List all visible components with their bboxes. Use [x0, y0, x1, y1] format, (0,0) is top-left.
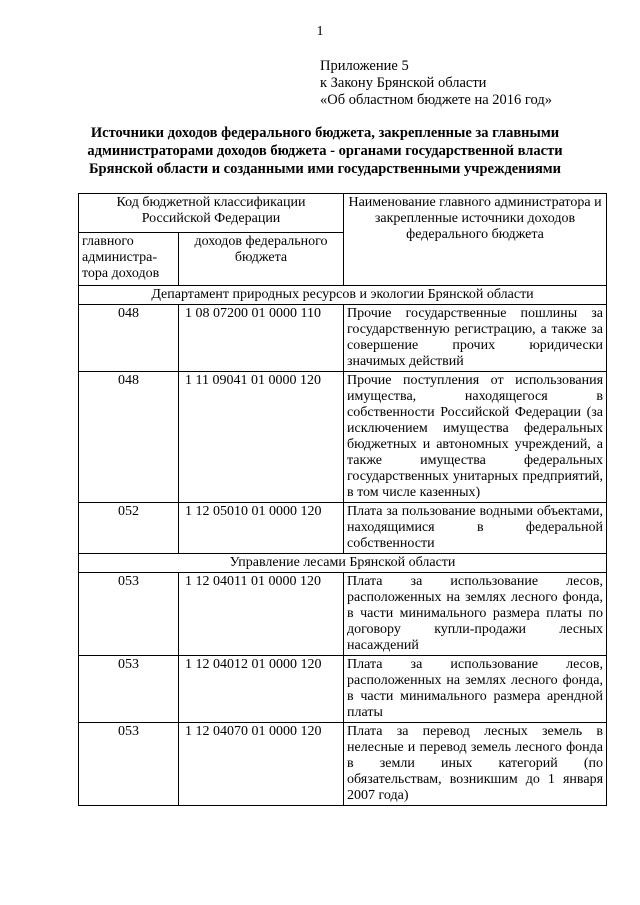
title-line-1: Источники доходов федерального бюджета, закрепленные за главными [90, 125, 560, 141]
admin-code-cell: 048 [79, 372, 179, 503]
description-cell: Плата за перевод лесных земель в нелесные и перевод земель лесного фонда в земли иных категорий (по обязательствам, возникшим до 1 января 2007 года) [344, 723, 607, 806]
appendix-block [320, 58, 552, 109]
section-row [79, 286, 607, 305]
title-line-2: администраторами доходов бюджета - органами государственной власти [87, 143, 563, 159]
income-code-cell: 1 08 07200 01 0000 110 [179, 305, 344, 372]
table-row [79, 503, 607, 554]
description-cell: Плата за пользование водными объектами, находящимися в федеральной собственности [344, 503, 607, 554]
appendix-line-1: Приложение 5 [320, 58, 409, 74]
table-row [79, 305, 607, 372]
table-row [79, 573, 607, 656]
page-number: 1 [316, 24, 324, 39]
income-code-cell: 1 12 04070 01 0000 120 [179, 723, 344, 806]
section-title: Управление лесами Брянской области [79, 554, 607, 573]
table-row [79, 656, 607, 723]
header-name: Наименование главного администратора и закрепленные источники доходов федерального бюджета [344, 194, 607, 286]
header-admin-code: главного администра-тора доходов [79, 233, 179, 286]
income-code-cell: 1 11 09041 01 0000 120 [179, 372, 344, 503]
section-row [79, 554, 607, 573]
income-sources-table [78, 193, 607, 806]
description-cell: Прочие поступления от использования имущества, находящегося в собственности Российской Федерации (за исключением имущества федеральных бюджетных и автономных учреждений, а также имущества федеральных государственных унитарных предприятий, в том числе казенных) [344, 372, 607, 503]
admin-code-cell: 048 [79, 305, 179, 372]
table-row [79, 723, 607, 806]
admin-code-cell: 052 [79, 503, 179, 554]
document-title [60, 124, 590, 178]
description-cell: Прочие государственные пошлины за государственную регистрацию, а также за совершение прочих юридически значимых действий [344, 305, 607, 372]
admin-code-cell: 053 [79, 723, 179, 806]
table-row [79, 372, 607, 503]
appendix-line-3: «Об областном бюджете на 2016 год» [320, 92, 552, 108]
title-line-3: Брянской области и созданными ими государственными учреждениями [88, 161, 562, 177]
header-classification: Код бюджетной классификации Российской Федерации [79, 194, 344, 233]
header-income-code: доходов федерального бюджета [179, 233, 344, 286]
income-code-cell: 1 12 04012 01 0000 120 [179, 656, 344, 723]
income-code-cell: 1 12 04011 01 0000 120 [179, 573, 344, 656]
admin-code-cell: 053 [79, 656, 179, 723]
income-code-cell: 1 12 05010 01 0000 120 [179, 503, 344, 554]
section-title: Департамент природных ресурсов и экологии Брянской области [79, 286, 607, 305]
appendix-line-2: к Закону Брянской области [320, 75, 487, 91]
description-cell: Плата за использование лесов, расположенных на землях лесного фонда, в части минимального размера арендной платы [344, 656, 607, 723]
admin-code-cell: 053 [79, 573, 179, 656]
description-cell: Плата за использование лесов, расположенных на землях лесного фонда, в части минимального размера платы по договору купли-продажи лесных насаждений [344, 573, 607, 656]
